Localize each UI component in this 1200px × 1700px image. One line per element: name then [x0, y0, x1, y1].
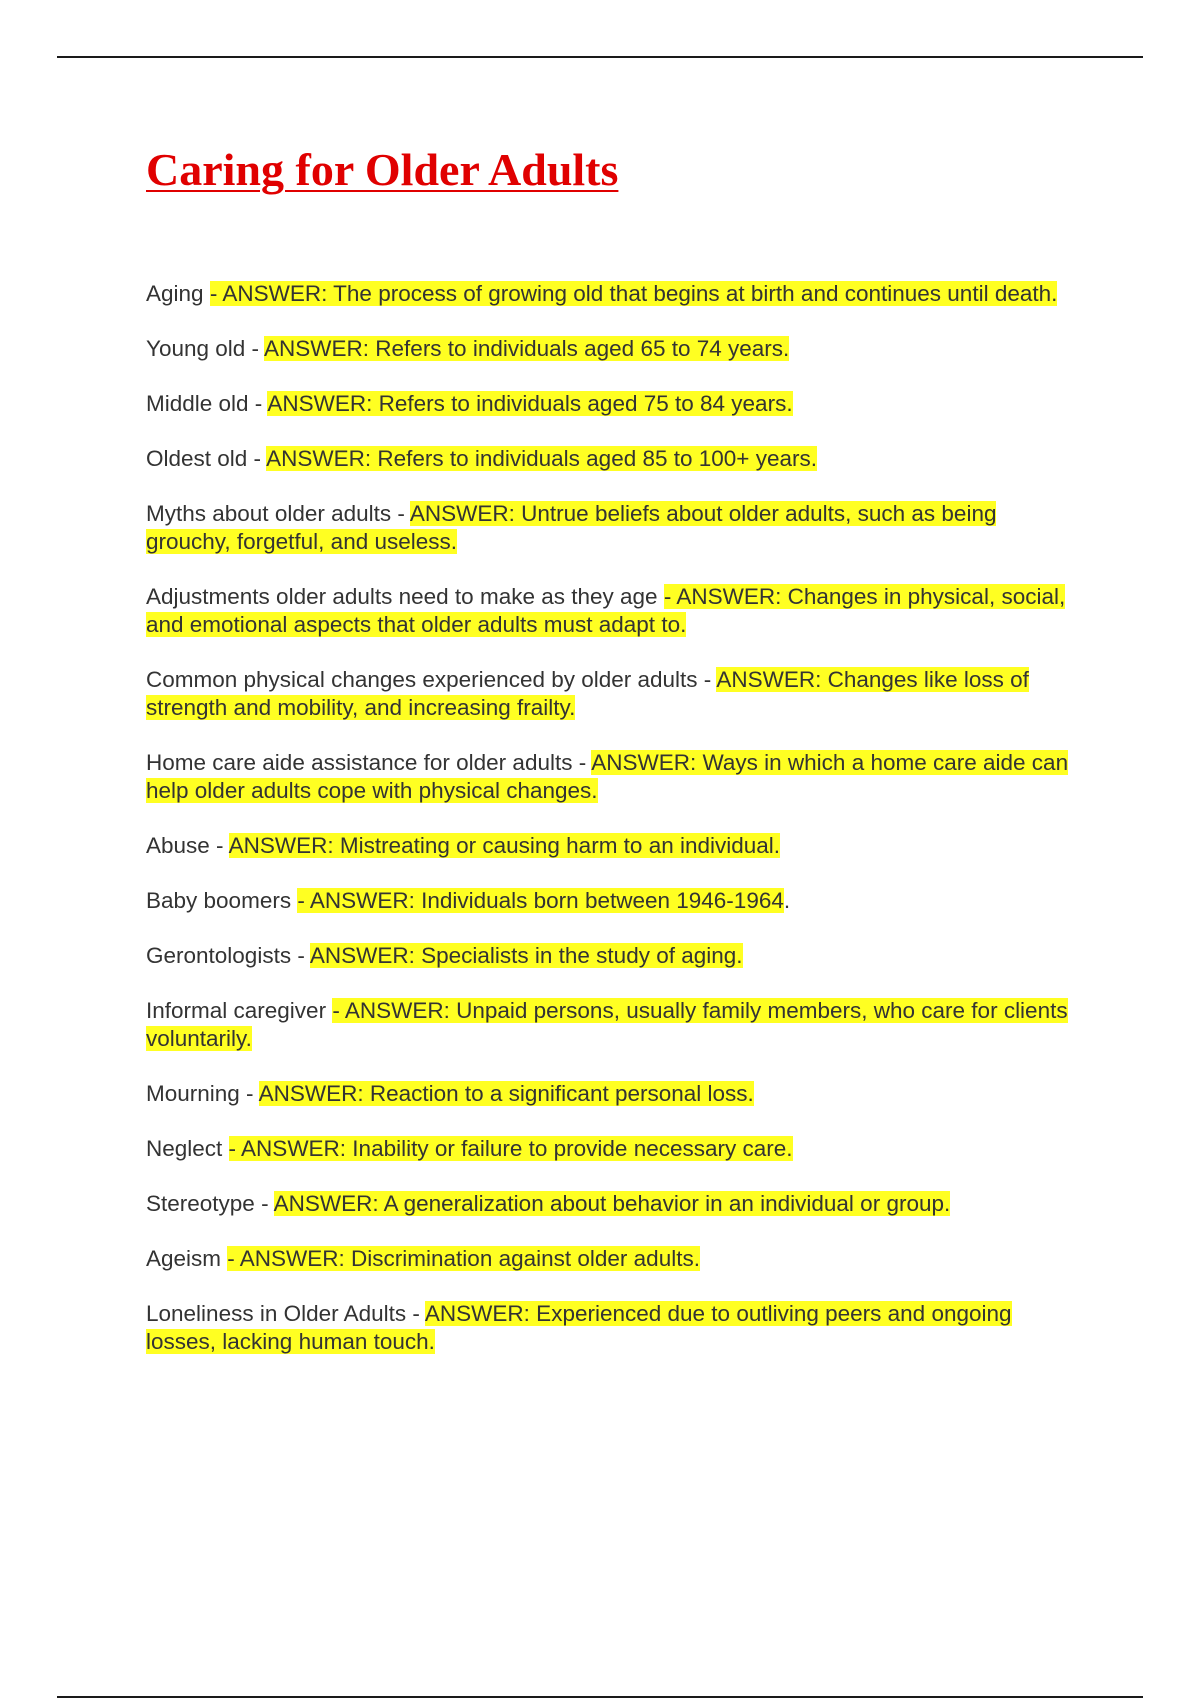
- term-label: Loneliness in Older Adults -: [146, 1301, 425, 1326]
- term-entry: [146, 942, 1086, 970]
- term-label: Informal caregiver: [146, 998, 333, 1023]
- term-entry: [146, 1135, 1086, 1163]
- term-label: Neglect: [146, 1136, 229, 1161]
- answer-highlight: ANSWER: Refers to individuals aged 75 to 84 years.: [267, 391, 793, 416]
- term-entry: [146, 445, 1086, 473]
- term-entry: [146, 1080, 1086, 1108]
- answer-highlight: ANSWER: Ways in which a home care aide can help older adults cope with physical changes.: [146, 750, 1069, 803]
- answer-highlight: - ANSWER: The process of growing old that begins at birth and continues until death.: [209, 281, 1058, 306]
- answer-highlight: ANSWER: Reaction to a significant personal loss.: [258, 1081, 754, 1106]
- answer-highlight: ANSWER: Experienced due to outliving peers and ongoing losses, lacking human touch.: [146, 1301, 1012, 1354]
- term-label: Young old -: [146, 336, 265, 361]
- term-entry: [146, 997, 1086, 1053]
- term-entry: [146, 749, 1086, 805]
- answer-highlight: - ANSWER: Changes in physical, social, and emotional aspects that older adults must adapt to.: [146, 584, 1066, 637]
- answer-highlight: - ANSWER: Discrimination against older adults.: [227, 1246, 700, 1271]
- term-label: Common physical changes experienced by older adults -: [146, 667, 717, 692]
- term-suffix: .: [783, 888, 791, 913]
- term-label: Aging: [146, 281, 210, 306]
- document-body: [146, 140, 1086, 1383]
- term-entry: [146, 1190, 1086, 1218]
- answer-highlight: ANSWER: Mistreating or causing harm to an individual.: [228, 833, 781, 858]
- answer-highlight: ANSWER: Refers to individuals aged 65 to 74 years.: [264, 336, 790, 361]
- term-label: Mourning -: [146, 1081, 259, 1106]
- bottom-rule: [57, 1696, 1143, 1698]
- term-entry: [146, 832, 1086, 860]
- answer-highlight: - ANSWER: Unpaid persons, usually family members, who care for clients voluntarily.: [146, 998, 1068, 1051]
- top-rule: [57, 56, 1143, 58]
- term-entry: [146, 500, 1086, 556]
- term-entry: [146, 280, 1086, 308]
- answer-highlight: ANSWER: Refers to individuals aged 85 to 100+ years.: [266, 446, 817, 471]
- answer-highlight: ANSWER: A generalization about behavior in an individual or group.: [273, 1191, 951, 1216]
- term-list: [146, 280, 1086, 1356]
- term-entry: [146, 887, 1086, 915]
- term-label: Adjustments older adults need to make as they age: [146, 584, 664, 609]
- term-entry: [146, 583, 1086, 639]
- answer-highlight: ANSWER: Untrue beliefs about older adults, such as being grouchy, forgetful, and useless.: [146, 501, 997, 554]
- answer-highlight: - ANSWER: Inability or failure to provide necessary care.: [228, 1136, 793, 1161]
- term-entry: [146, 1300, 1086, 1356]
- term-label: Home care aide assistance for older adults -: [146, 750, 592, 775]
- term-label: Gerontologists -: [146, 943, 310, 968]
- term-entry: [146, 666, 1086, 722]
- answer-highlight: ANSWER: Changes like loss of strength and mobility, and increasing frailty.: [146, 667, 1029, 720]
- term-label: Stereotype -: [146, 1191, 274, 1216]
- answer-highlight: ANSWER: Specialists in the study of aging.: [309, 943, 743, 968]
- term-label: Ageism: [146, 1246, 228, 1271]
- term-label: Oldest old -: [146, 446, 267, 471]
- term-label: Abuse -: [146, 833, 229, 858]
- term-label: Myths about older adults -: [146, 501, 410, 526]
- term-entry: [146, 335, 1086, 363]
- answer-highlight: - ANSWER: Individuals born between 1946-1964: [297, 888, 784, 913]
- term-entry: [146, 390, 1086, 418]
- term-label: Middle old -: [146, 391, 268, 416]
- term-label: Baby boomers: [146, 888, 298, 913]
- document-title: Caring for Older Adults: [146, 144, 619, 195]
- term-entry: [146, 1245, 1086, 1273]
